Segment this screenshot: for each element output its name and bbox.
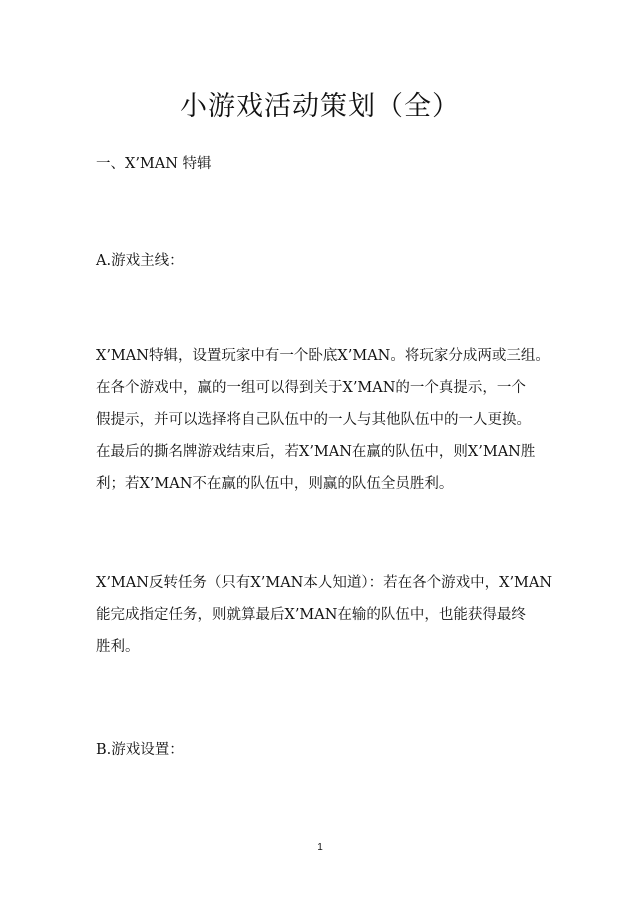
paragraph-line: 假提示，并可以选择将自己队伍中的一人与其他队伍中的一人更换。 (96, 412, 531, 428)
paragraph-reverse-mission (96, 567, 553, 663)
paragraph-line: 胜利。 (96, 639, 140, 655)
paragraph-line: 在最后的撕名牌游戏结束后，若X’MAN在赢的队伍中，则X’MAN胜 (96, 444, 536, 460)
page-number: 1 (317, 842, 323, 853)
paragraph-line: X’MAN反转任务（只有X’MAN本人知道）：若在各个游戏中，X’MAN (96, 575, 553, 591)
subsection-b-heading: B.游戏设置： (96, 742, 184, 758)
paragraph-game-mainline (96, 340, 548, 500)
paragraph-line: 在各个游戏中，赢的一组可以得到关于X’MAN的一个真提示，一个 (96, 380, 526, 396)
section-heading: 一、X’MAN 特辑 (96, 156, 212, 172)
paragraph-line: X’MAN特辑，设置玩家中有一个卧底X’MAN。将玩家分成两或三组。 (96, 348, 550, 364)
paragraph-line: 能完成指定任务，则就算最后X’MAN在输的队伍中，也能获得最终 (96, 607, 526, 623)
subsection-a-heading: A.游戏主线： (96, 253, 184, 269)
document-title: 小游戏活动策划（全） (180, 91, 460, 122)
paragraph-line: 利；若X’MAN不在赢的队伍中，则赢的队伍全员胜利。 (96, 476, 454, 492)
